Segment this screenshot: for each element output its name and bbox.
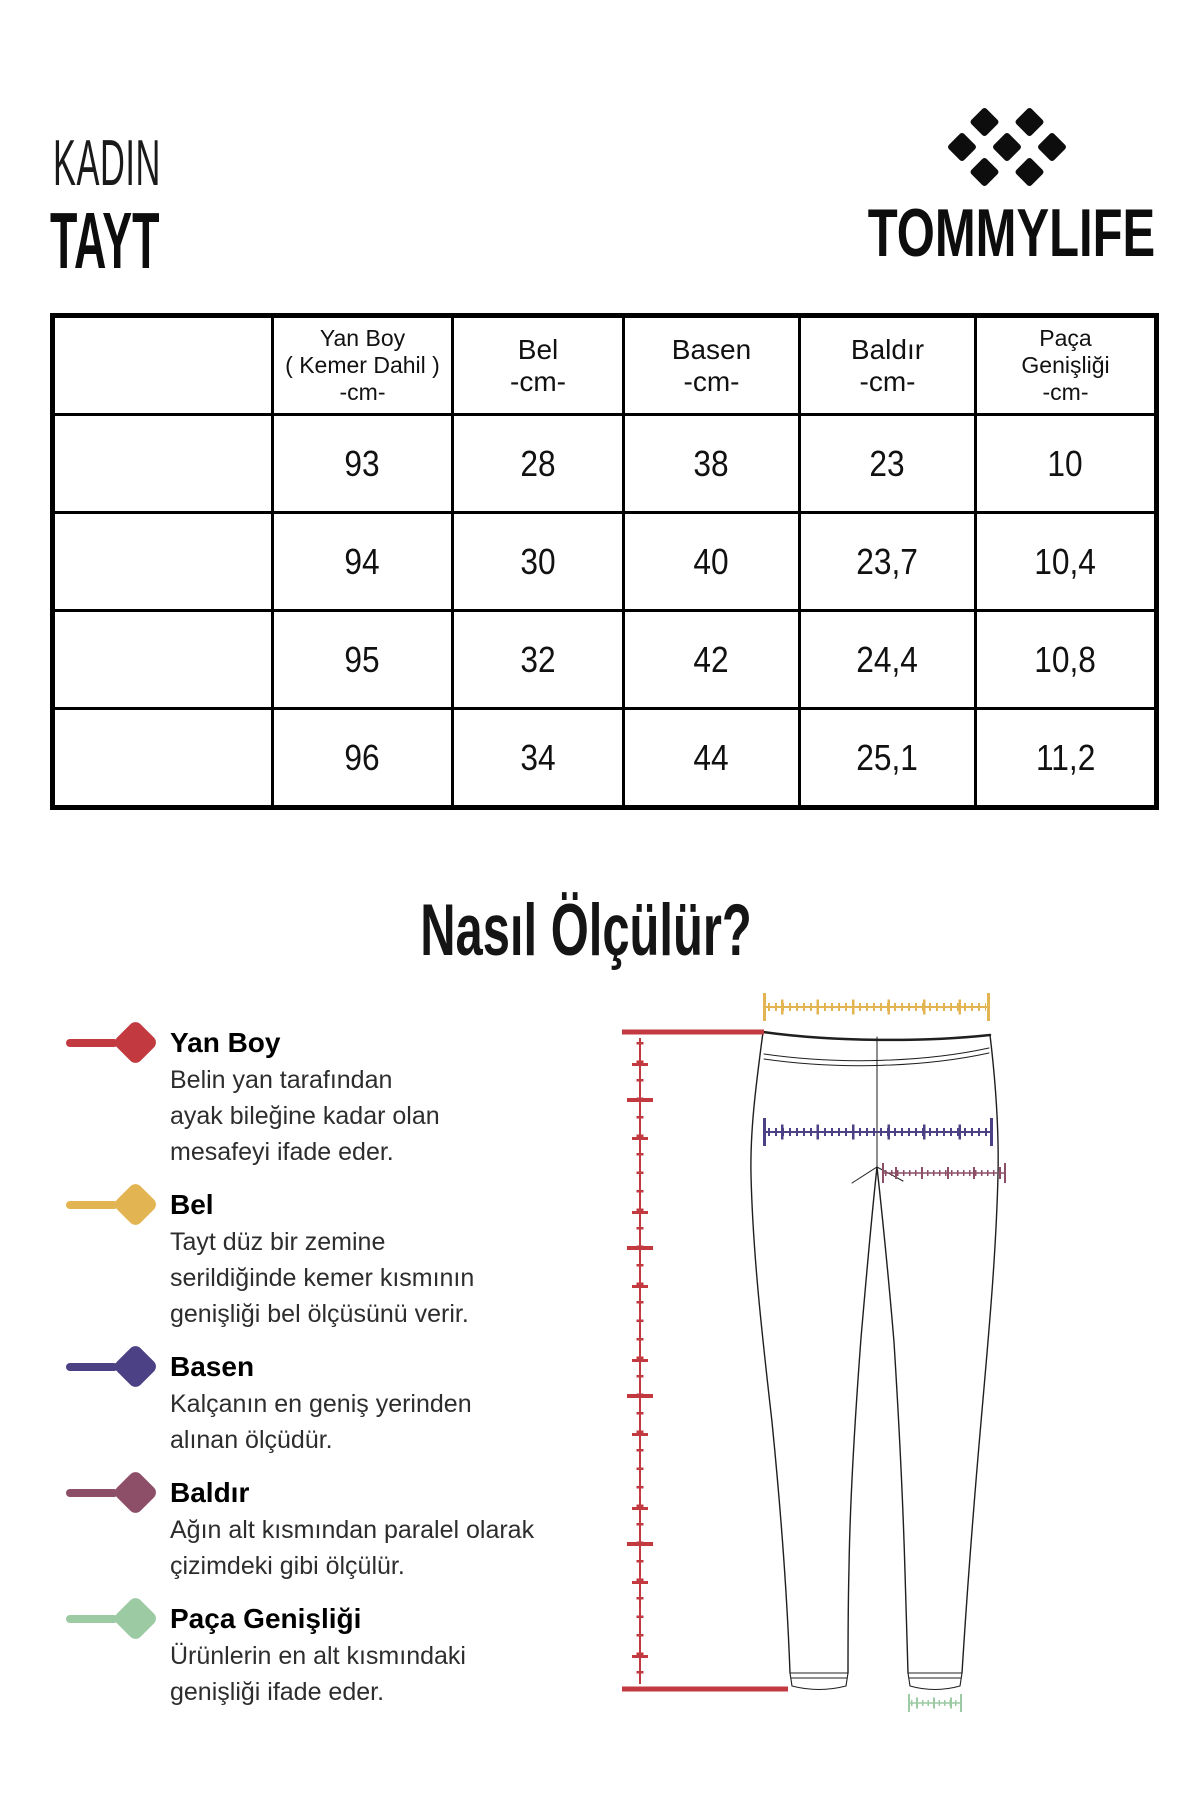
how-to-measure-title: Nasıl Ölçülür? bbox=[420, 890, 752, 971]
measure-line-icon bbox=[66, 1615, 118, 1623]
value-cell: 38 bbox=[624, 415, 800, 513]
value-cell: 10,8 bbox=[976, 611, 1157, 709]
column-unit: -cm- bbox=[1042, 379, 1089, 405]
column-header-basen bbox=[624, 316, 800, 415]
value-cell: 10 bbox=[976, 415, 1157, 513]
basen-ruler bbox=[763, 1118, 993, 1146]
diamond-icon bbox=[112, 1469, 159, 1516]
right-inner-seam bbox=[877, 1167, 908, 1673]
value-cell: 40 bbox=[624, 513, 800, 611]
legend-icon bbox=[60, 1185, 170, 1227]
left-cuff bbox=[790, 1673, 848, 1690]
measure-line-icon bbox=[66, 1363, 118, 1371]
column-title: Yan Boy bbox=[319, 325, 406, 351]
column-unit: -cm- bbox=[683, 365, 740, 397]
size-row-l bbox=[53, 611, 1157, 709]
value-cell: 23 bbox=[800, 415, 976, 513]
diamond-icon bbox=[112, 1595, 159, 1642]
value-cell: 25,1 bbox=[800, 709, 976, 808]
legend-text bbox=[170, 1023, 440, 1170]
legend-item-description: çizimdeki gibi ölçülür. bbox=[170, 1552, 405, 1580]
legend-item-description: genişliği ifade eder. bbox=[170, 1678, 385, 1706]
column-header-baldir bbox=[800, 316, 976, 415]
diamond-icon bbox=[112, 1343, 159, 1390]
column-title: Baldır bbox=[850, 333, 925, 365]
bel-ruler bbox=[763, 993, 990, 1021]
corner-label: Beden bbox=[118, 348, 208, 382]
column-header-paca-genisligi bbox=[976, 316, 1157, 415]
left-outer-seam bbox=[751, 1032, 790, 1673]
legend-item-description: serildiğinde kemer kısmının bbox=[170, 1264, 475, 1292]
value-cell: 94 bbox=[273, 513, 453, 611]
value-cell: 30 bbox=[453, 513, 624, 611]
legend-item-title: Paça Genişliği bbox=[170, 1603, 362, 1634]
size-row-xl bbox=[53, 709, 1157, 808]
legend-item-baldir bbox=[60, 1473, 592, 1584]
brand-name: TOMMYLIFE bbox=[867, 195, 1155, 271]
legend-item-title: Yan Boy bbox=[170, 1027, 281, 1058]
column-unit: -cm- bbox=[339, 379, 386, 405]
legend-item-title: Bel bbox=[170, 1189, 214, 1220]
column-title: Paça Genişliği bbox=[1021, 325, 1110, 378]
legend-item-description: Kalçanın en geniş yerinden bbox=[170, 1390, 472, 1418]
category-label: KADIN bbox=[53, 126, 161, 199]
value-cell: 32 bbox=[453, 611, 624, 709]
left-inner-seam bbox=[848, 1167, 877, 1673]
legend-item-description: genişliği bel ölçüsünü verir. bbox=[170, 1300, 469, 1328]
column-title: Bel bbox=[517, 333, 559, 365]
size-cell: S bbox=[53, 415, 273, 513]
brand-logo-icon bbox=[935, 88, 1075, 203]
column-unit: -cm- bbox=[859, 365, 916, 397]
value-cell: 10,4 bbox=[976, 513, 1157, 611]
legend-item-description: Belin yan tarafından bbox=[170, 1066, 393, 1094]
legend-item-description: Ürünlerin en alt kısmındaki bbox=[170, 1642, 466, 1670]
legend-item-bel bbox=[60, 1185, 592, 1332]
size-cell: XL bbox=[53, 709, 273, 808]
diamond-icon bbox=[112, 1181, 159, 1228]
corner-cell bbox=[53, 316, 273, 415]
measure-legend bbox=[60, 1023, 592, 1725]
column-title: Basen bbox=[671, 333, 752, 365]
legend-item-description: Ağın alt kısmından paralel olarak bbox=[170, 1516, 535, 1544]
column-header-bel bbox=[453, 316, 624, 415]
legend-item-description: Tayt düz bir zemine bbox=[170, 1228, 386, 1256]
measure-line-icon bbox=[66, 1201, 118, 1209]
value-cell: 23,7 bbox=[800, 513, 976, 611]
measure-line-icon bbox=[66, 1039, 118, 1047]
value-cell: 95 bbox=[273, 611, 453, 709]
right-cuff bbox=[908, 1673, 962, 1690]
value-cell: 34 bbox=[453, 709, 624, 808]
measure-line-icon bbox=[66, 1489, 118, 1497]
value-cell: 96 bbox=[273, 709, 453, 808]
legend-icon bbox=[60, 1347, 170, 1389]
legend-item-description: mesafeyi ifade eder. bbox=[170, 1138, 394, 1166]
product-label: TAYT bbox=[50, 196, 160, 285]
value-cell: 28 bbox=[453, 415, 624, 513]
legend-item-yan-boy bbox=[60, 1023, 592, 1170]
legend-text bbox=[170, 1347, 472, 1458]
legend-item-title: Basen bbox=[170, 1351, 255, 1382]
diamond-icon bbox=[112, 1019, 159, 1066]
size-cell: L bbox=[53, 611, 273, 709]
legend-text bbox=[170, 1473, 534, 1584]
size-cell: M bbox=[53, 513, 273, 611]
size-row-m bbox=[53, 513, 1157, 611]
value-cell: 11,2 bbox=[976, 709, 1157, 808]
legend-icon bbox=[60, 1023, 170, 1065]
column-unit: -cm- bbox=[510, 365, 566, 397]
legend-icon bbox=[60, 1599, 170, 1641]
legend-item-description: ayak bileğine kadar olan bbox=[170, 1102, 440, 1130]
size-table bbox=[50, 313, 1159, 810]
legend-text bbox=[170, 1185, 474, 1332]
legend-icon bbox=[60, 1473, 170, 1515]
legend-item-paca-genisligi bbox=[60, 1599, 592, 1710]
value-cell: 42 bbox=[624, 611, 800, 709]
column-header-yan-boy bbox=[273, 316, 453, 415]
leggings-diagram bbox=[590, 990, 1030, 1730]
value-cell: 93 bbox=[273, 415, 453, 513]
value-cell: 24,4 bbox=[800, 611, 976, 709]
table-header-row bbox=[53, 316, 1157, 415]
size-row-s bbox=[53, 415, 1157, 513]
legend-item-title: Baldır bbox=[170, 1477, 250, 1508]
column-subtitle: ( Kemer Dahil ) bbox=[285, 352, 440, 378]
legend-item-description: alınan ölçüdür. bbox=[170, 1426, 333, 1454]
legend-item-basen bbox=[60, 1347, 592, 1458]
value-cell: 44 bbox=[624, 709, 800, 808]
legend-text bbox=[170, 1599, 466, 1710]
paca-ruler bbox=[908, 1694, 962, 1712]
